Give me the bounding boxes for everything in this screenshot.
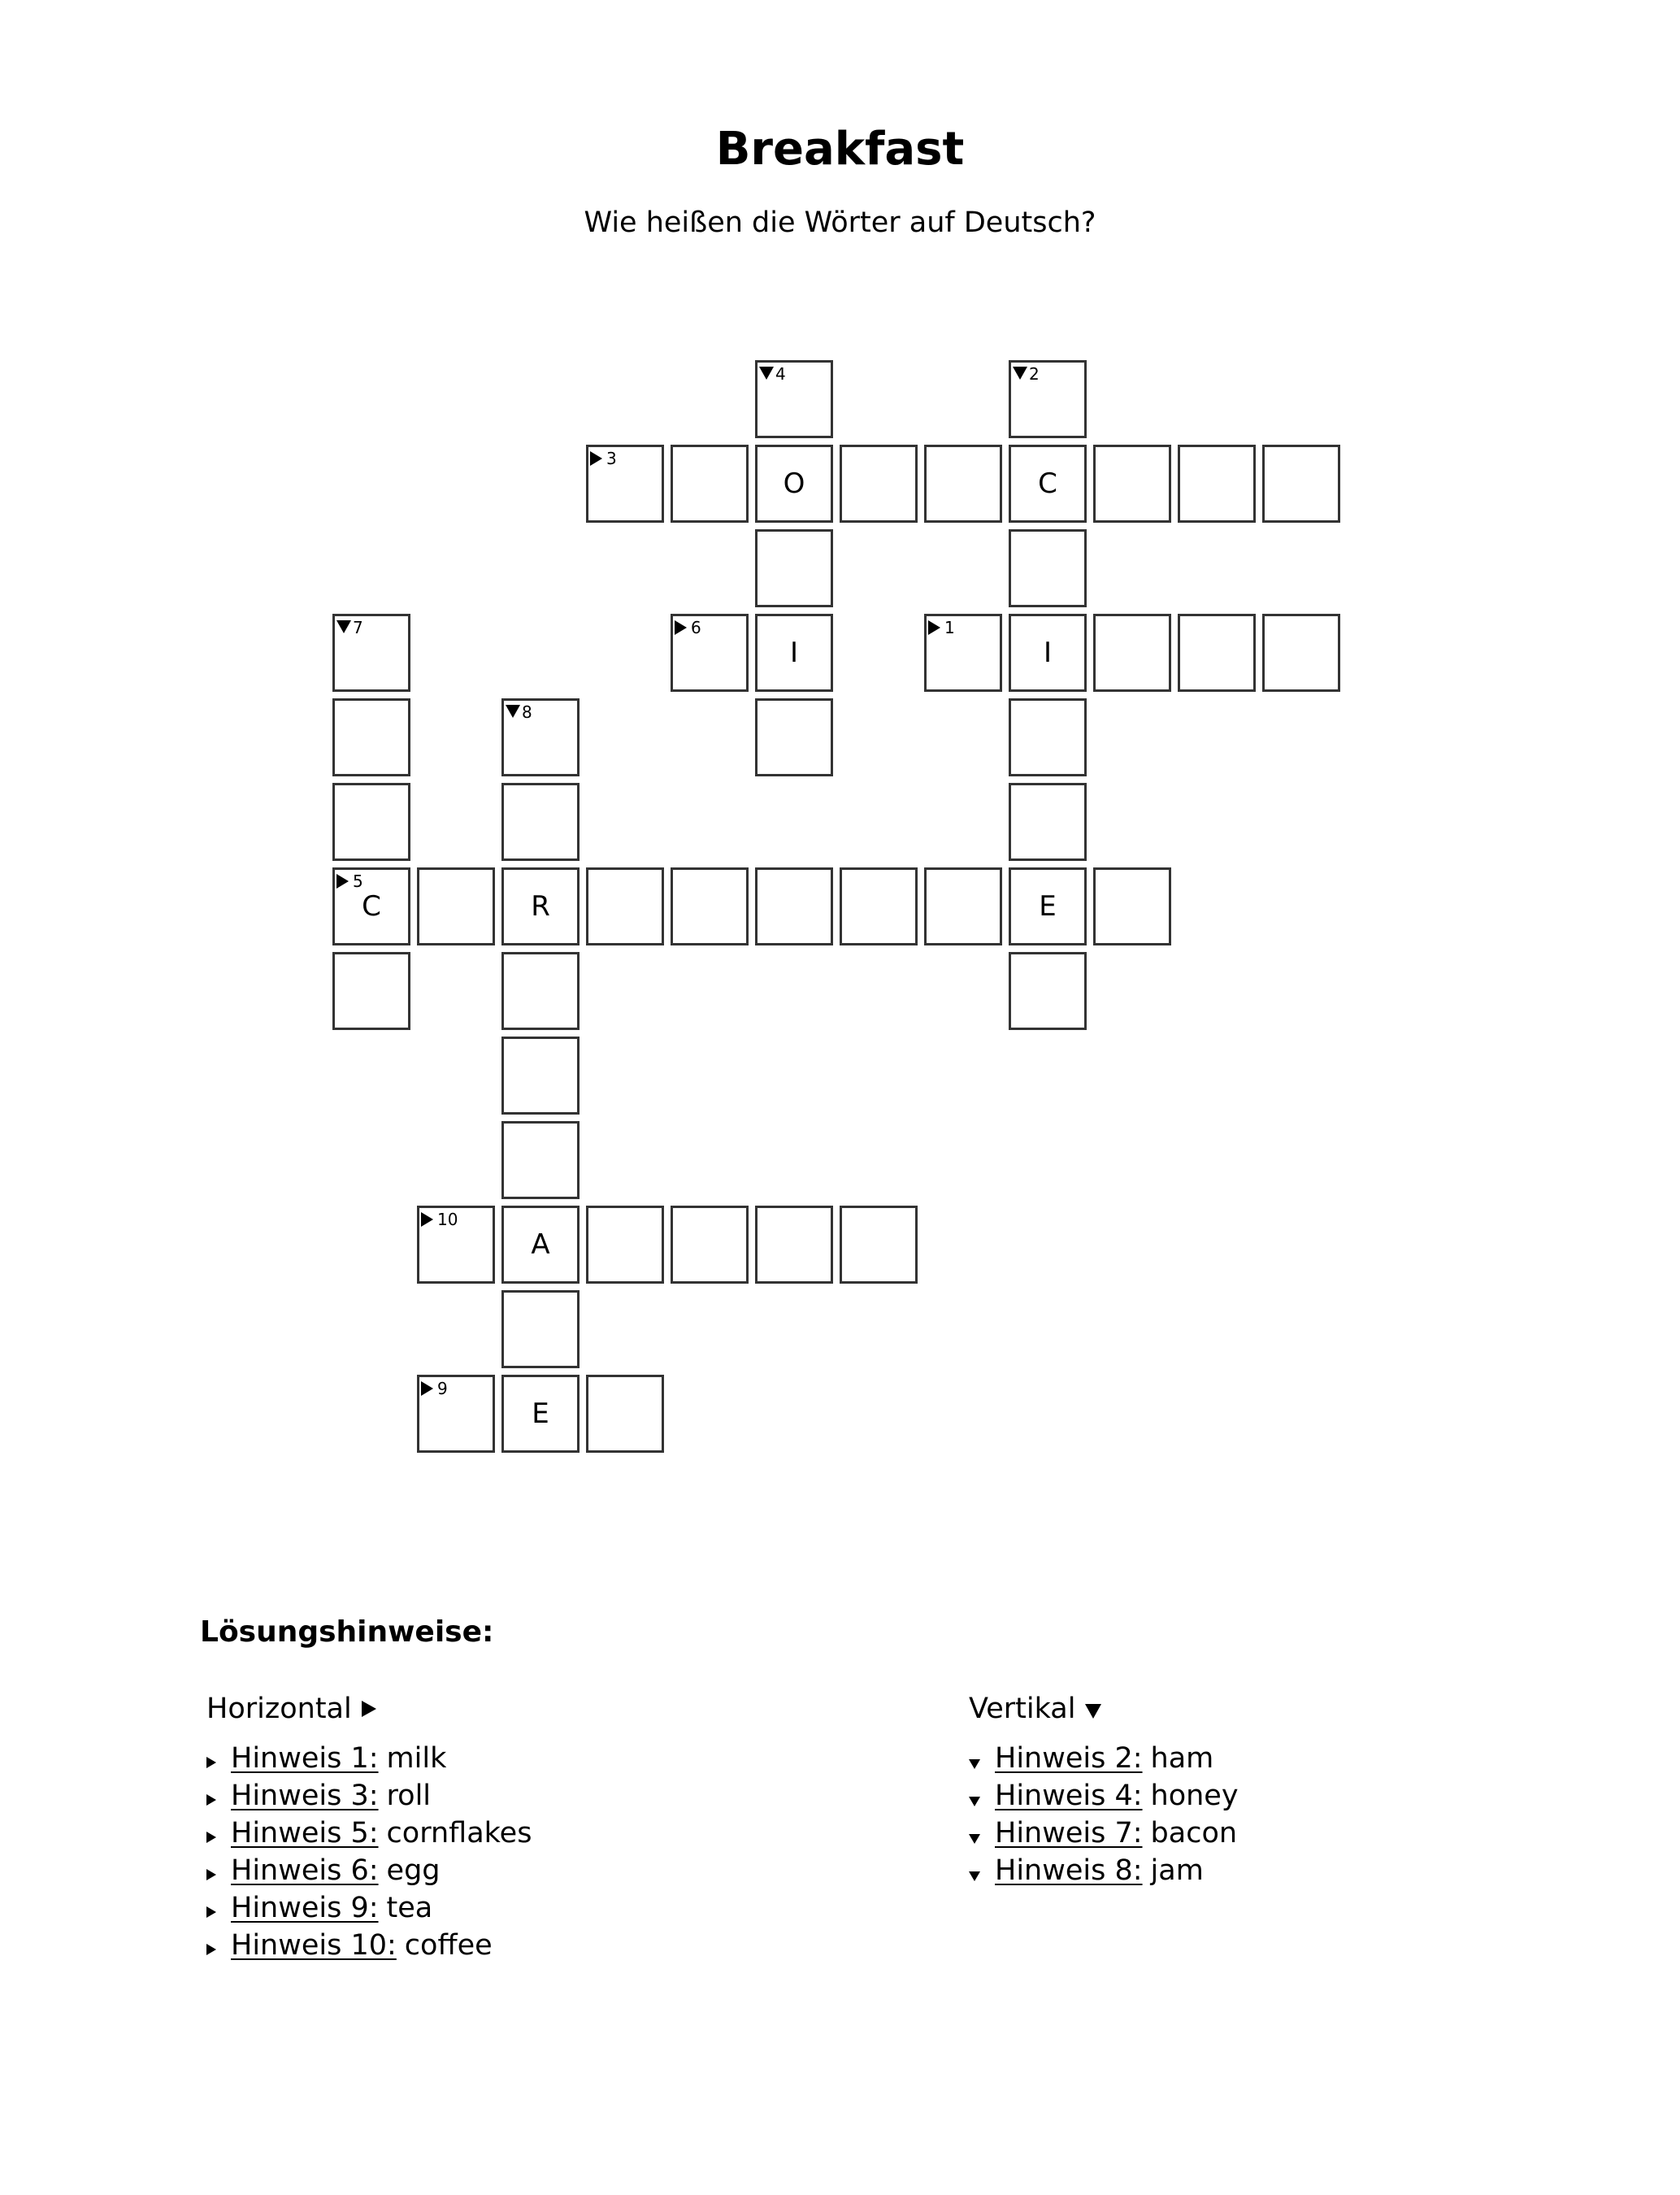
crossword-cell — [501, 1206, 580, 1284]
clue-label: Hinweis 6: — [231, 1854, 379, 1887]
cell-letter — [842, 870, 915, 943]
right-arrow-icon — [206, 1944, 216, 1955]
cell-letter — [758, 1208, 831, 1281]
cell-letter — [419, 1208, 493, 1281]
cell-letter: E — [532, 1397, 549, 1430]
cell-letter — [504, 701, 577, 774]
clue-number: 5 — [353, 871, 363, 891]
clue-text: honey — [1150, 1780, 1239, 1812]
clue-text: milk — [386, 1742, 447, 1775]
clue-item — [969, 1740, 1239, 1777]
clue-item — [206, 1889, 532, 1927]
cell-letter — [335, 701, 408, 774]
crossword-cell — [671, 445, 749, 523]
crossword-cell — [501, 1121, 580, 1199]
crossword-cell — [671, 867, 749, 945]
cell-letter — [1180, 447, 1253, 520]
cell-letter — [673, 616, 746, 689]
crossword-cell — [332, 614, 410, 692]
cell-letter: C — [362, 890, 381, 923]
clue-text: tea — [386, 1892, 433, 1924]
crossword-cell — [755, 445, 833, 523]
vertical-title: Vertikal — [969, 1693, 1076, 1725]
clue-label: Hinweis 5: — [231, 1817, 379, 1849]
clue-label: Hinweis 8: — [995, 1854, 1143, 1887]
cell-letter — [927, 616, 1000, 689]
cell-letter — [419, 870, 493, 943]
crossword-cell — [586, 1206, 664, 1284]
cell-letter — [504, 1039, 577, 1112]
cell-letter — [673, 1208, 746, 1281]
clues-vertical-column — [969, 1689, 1239, 1889]
crossword-cell — [586, 1375, 664, 1453]
crossword-cell — [840, 867, 918, 945]
clue-text: roll — [386, 1780, 432, 1812]
cell-letter: R — [531, 890, 550, 923]
horizontal-clue-list — [206, 1740, 532, 1964]
crossword-cell — [332, 867, 410, 945]
cell-letter: A — [531, 1228, 550, 1261]
clue-number: 6 — [691, 618, 701, 637]
clue-item — [969, 1777, 1239, 1815]
crossword-cell — [924, 614, 1002, 692]
cell-letter — [588, 870, 662, 943]
crossword-cell — [332, 698, 410, 776]
clue-number: 4 — [775, 364, 786, 384]
cell-letter: C — [1038, 467, 1057, 500]
clue-label: Hinweis 7: — [995, 1817, 1143, 1849]
crossword-cell — [1009, 783, 1087, 861]
crossword-cell — [332, 783, 410, 861]
clue-item — [969, 1815, 1239, 1852]
cell-letter — [758, 870, 831, 943]
cell-letter — [419, 1377, 493, 1450]
crossword-cell — [1009, 867, 1087, 945]
cell-letter: E — [1039, 890, 1057, 923]
cell-letter — [842, 447, 915, 520]
crossword-cell — [671, 1206, 749, 1284]
cell-letter — [673, 447, 746, 520]
cell-letter — [1096, 616, 1169, 689]
clue-text: cornflakes — [386, 1817, 532, 1849]
horizontal-heading — [206, 1689, 532, 1728]
crossword-cell — [501, 1375, 580, 1453]
clue-item — [969, 1852, 1239, 1889]
cell-letter — [504, 954, 577, 1028]
page-title: Breakfast — [715, 123, 965, 176]
cell-letter — [504, 785, 577, 858]
crossword-cell — [332, 952, 410, 1030]
cell-letter — [588, 447, 662, 520]
cell-letter — [1180, 616, 1253, 689]
right-arrow-icon — [362, 1701, 376, 1717]
crossword-cell — [1009, 952, 1087, 1030]
crossword-cell — [1178, 445, 1256, 523]
crossword-cell — [501, 1290, 580, 1368]
clue-label: Hinweis 3: — [231, 1780, 379, 1812]
clue-text: coffee — [404, 1929, 493, 1962]
crossword-cell — [417, 867, 495, 945]
crossword-cell — [924, 867, 1002, 945]
crossword-cell — [1093, 445, 1171, 523]
crossword-cell — [924, 445, 1002, 523]
crossword-cell — [840, 445, 918, 523]
cell-letter — [1265, 616, 1338, 689]
clue-text: jam — [1150, 1854, 1204, 1887]
cell-letter — [927, 447, 1000, 520]
clue-item — [206, 1927, 532, 1964]
crossword-cell — [1009, 529, 1087, 607]
crossword-cell — [755, 1206, 833, 1284]
cell-letter — [1011, 785, 1084, 858]
crossword-cell — [1009, 698, 1087, 776]
cell-letter — [335, 616, 408, 689]
crossword-cell — [755, 698, 833, 776]
cell-letter — [588, 1377, 662, 1450]
clue-number: 3 — [606, 449, 617, 468]
crossword-cell — [1009, 614, 1087, 692]
cell-letter — [1096, 870, 1169, 943]
vertical-clue-list — [969, 1740, 1239, 1889]
clue-number: 9 — [437, 1379, 448, 1398]
clue-item — [206, 1852, 532, 1889]
cell-letter — [335, 954, 408, 1028]
crossword-cell — [755, 529, 833, 607]
clue-number: 1 — [944, 618, 955, 637]
clue-label: Hinweis 4: — [995, 1780, 1143, 1812]
cell-letter — [673, 870, 746, 943]
clue-number: 2 — [1029, 364, 1040, 384]
right-arrow-icon — [206, 1832, 216, 1843]
cell-letter — [1011, 363, 1084, 436]
crossword-cell — [671, 614, 749, 692]
clue-item — [206, 1777, 532, 1815]
cell-letter — [927, 870, 1000, 943]
clue-label: Hinweis 10: — [231, 1929, 397, 1962]
cell-letter — [504, 1124, 577, 1197]
right-arrow-icon — [206, 1794, 216, 1806]
crossword-cell — [417, 1206, 495, 1284]
page-subtitle: Wie heißen die Wörter auf Deutsch? — [584, 206, 1096, 239]
crossword-cell — [501, 698, 580, 776]
cell-letter — [1011, 954, 1084, 1028]
crossword-cell — [755, 360, 833, 438]
crossword-cell — [501, 1037, 580, 1115]
crossword-cell — [501, 867, 580, 945]
clues-heading: Lösungshinweise: — [200, 1615, 494, 1649]
crossword-cell — [755, 614, 833, 692]
cell-letter — [1096, 447, 1169, 520]
cell-letter — [842, 1208, 915, 1281]
right-arrow-icon — [206, 1869, 216, 1880]
clues-horizontal-column — [206, 1689, 532, 1964]
crossword-cell — [1009, 445, 1087, 523]
clue-text: bacon — [1150, 1817, 1238, 1849]
cell-letter: I — [1043, 637, 1053, 669]
crossword-cell — [501, 783, 580, 861]
down-arrow-icon — [969, 1871, 980, 1881]
cell-letter — [758, 532, 831, 605]
crossword-cell — [1093, 614, 1171, 692]
crossword-cell — [840, 1206, 918, 1284]
clue-item — [206, 1740, 532, 1777]
crossword-cell — [1093, 867, 1171, 945]
right-arrow-icon — [206, 1757, 216, 1768]
down-arrow-icon — [969, 1834, 980, 1844]
clue-text: ham — [1150, 1742, 1214, 1775]
cell-letter — [335, 785, 408, 858]
crossword-cell — [1009, 360, 1087, 438]
cell-letter: I — [789, 637, 799, 669]
cell-letter — [758, 363, 831, 436]
cell-letter — [588, 1208, 662, 1281]
clue-number: 8 — [522, 702, 532, 722]
clue-label: Hinweis 2: — [995, 1742, 1143, 1775]
crossword-cell — [586, 867, 664, 945]
crossword-cell — [1262, 614, 1340, 692]
cell-letter: O — [783, 467, 805, 500]
right-arrow-icon — [206, 1906, 216, 1918]
cell-letter — [758, 701, 831, 774]
clue-label: Hinweis 1: — [231, 1742, 379, 1775]
horizontal-title: Horizontal — [206, 1693, 352, 1725]
cell-letter — [1265, 447, 1338, 520]
cell-letter — [504, 1293, 577, 1366]
cell-letter — [1011, 532, 1084, 605]
down-arrow-icon — [1085, 1704, 1101, 1719]
clue-number: 10 — [437, 1210, 458, 1229]
vertical-heading — [969, 1689, 1239, 1728]
crossword-cell — [755, 867, 833, 945]
crossword-cell — [586, 445, 664, 523]
clue-label: Hinweis 9: — [231, 1892, 379, 1924]
down-arrow-icon — [969, 1759, 980, 1769]
clue-item — [206, 1815, 532, 1852]
crossword-cell — [1262, 445, 1340, 523]
cell-letter — [1011, 701, 1084, 774]
crossword-cell — [417, 1375, 495, 1453]
clue-text: egg — [386, 1854, 441, 1887]
down-arrow-icon — [969, 1797, 980, 1806]
crossword-cell — [501, 952, 580, 1030]
clue-number: 7 — [353, 618, 363, 637]
crossword-cell — [1178, 614, 1256, 692]
